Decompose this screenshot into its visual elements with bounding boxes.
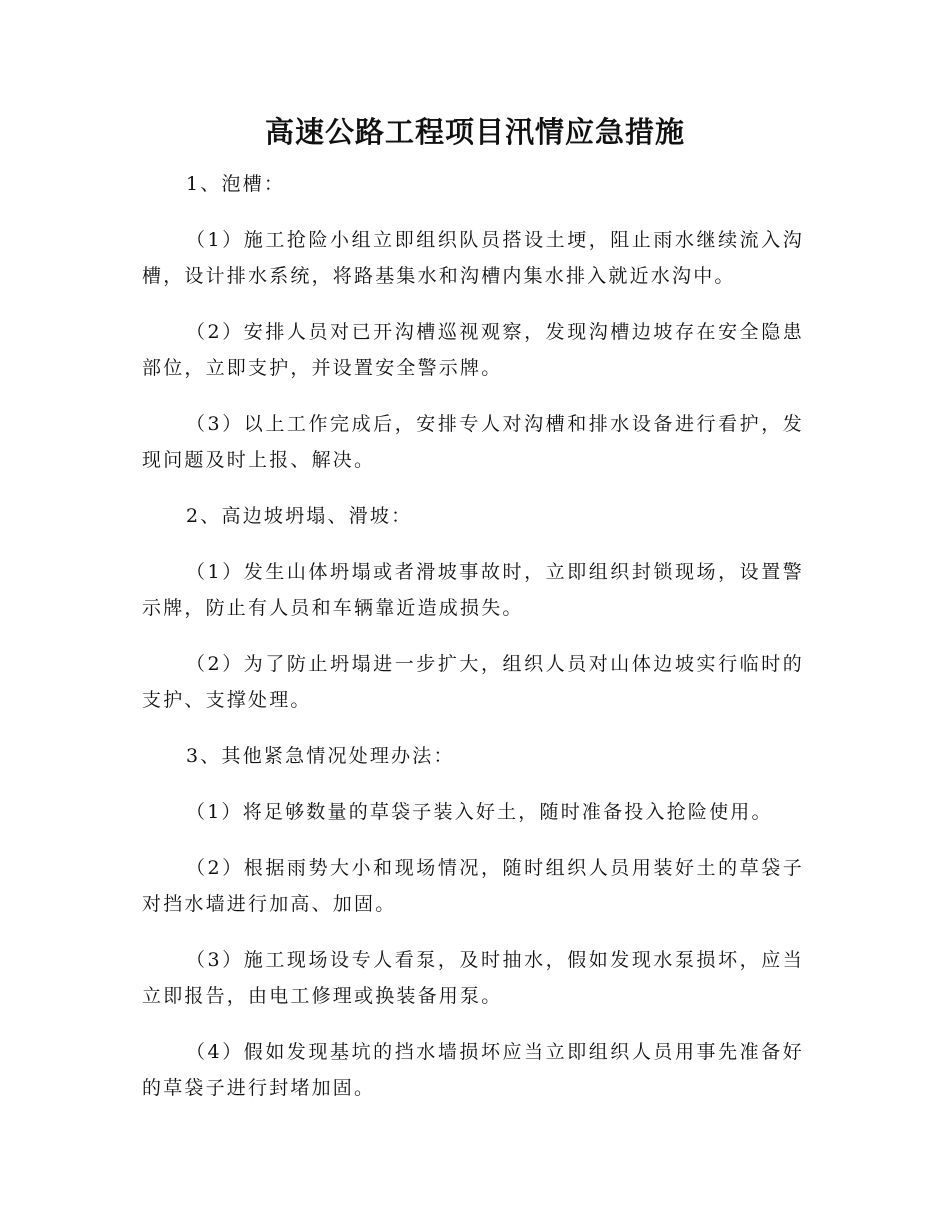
paragraph-3-2: （2）根据雨势大小和现场情况，随时组织人员用装好土的草袋子对挡水墙进行加高、加固。 (142, 857, 804, 915)
paragraph-1-1: （1）施工抢险小组立即组织队员搭设土埂，阻止雨水继续流入沟槽，设计排水系统，将路基集水和沟槽内集水排入就近水沟中。 (142, 229, 804, 287)
paragraph-2-2: （2）为了防止坍塌进一步扩大，组织人员对山体边坡实行临时的支护、支撑处理。 (142, 653, 804, 711)
section-heading-1: 1、泡槽： (186, 173, 286, 195)
document-body (142, 166, 804, 1126)
paragraph-1-3: （3）以上工作完成后，安排专人对沟槽和排水设备进行看护，发现问题及时上报、解决。 (142, 413, 804, 471)
section-heading-2: 2、高边坡坍塌、滑坡： (186, 505, 413, 527)
paragraph-1-2: （2）安排人员对已开沟槽巡视观察，发现沟槽边坡存在安全隐患部位，立即支护，并设置安全警示牌。 (142, 321, 804, 379)
document-title: 高速公路工程项目汛情应急措施 (264, 115, 685, 149)
paragraph-3-3: （3）施工现场设专人看泵，及时抽水，假如发现水泵损坏，应当立即报告，由电工修理或换装备用泵。 (142, 949, 804, 1007)
paragraph-2-1: （1）发生山体坍塌或者滑坡事故时，立即组织封锁现场，设置警示牌，防止有人员和车辆靠近造成损失。 (142, 561, 804, 619)
paragraph-3-4: （4）假如发现基坑的挡水墙损坏应当立即组织人员用事先准备好的草袋子进行封堵加固。 (142, 1041, 804, 1099)
section-heading-3: 3、其他紧急情况处理办法： (186, 745, 455, 767)
paragraph-3-1: （1）将足够数量的草袋子装入好土，随时准备投入抢险使用。 (186, 801, 773, 823)
